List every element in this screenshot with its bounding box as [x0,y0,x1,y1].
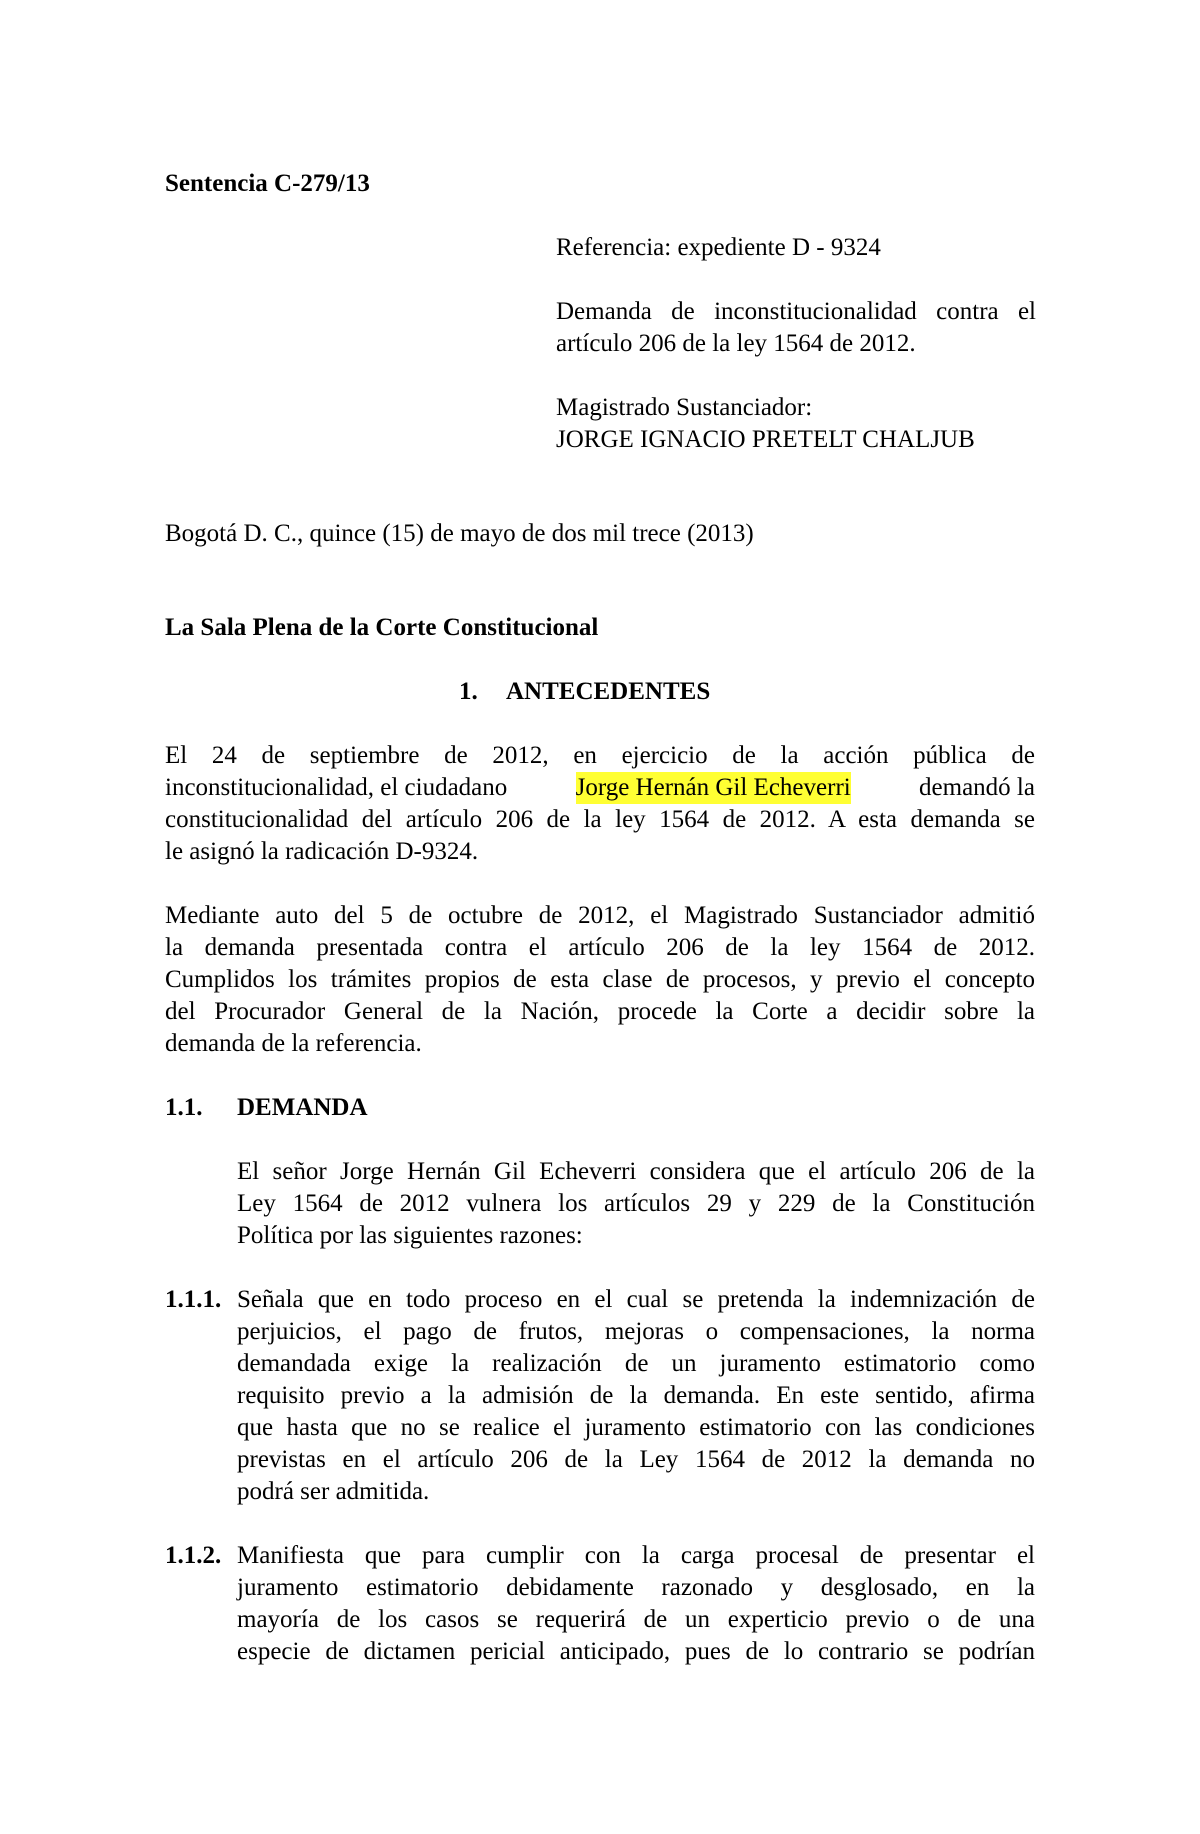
document-title: Sentencia C-279/13 [165,170,370,197]
paragraph-line: Cumplidos los trámites propios de esta clase de procesos, y previo el concepto [165,966,1035,993]
item-line: perjuicios, el pago de frutos, mejoras o compensaciones, la norma [237,1318,1035,1345]
magistrado-label: Magistrado Sustanciador: [556,394,813,421]
paragraph-text: demandó la [919,774,1035,801]
demanda-line-2: artículo 206 de la ley 1564 de 2012. [556,330,916,357]
section-1-1-number: 1.1. [165,1094,203,1121]
highlighted-name: Jorge Hernán Gil Echeverri [576,772,851,804]
magistrado-name: JORGE IGNACIO PRETELT CHALJUB [556,426,975,453]
item-number: 1.1.1. [165,1286,222,1313]
paragraph-line: El señor Jorge Hernán Gil Echeverri considera que el artículo 206 de la [237,1158,1035,1185]
item-line: que hasta que no se realice el juramento estimatorio con las condiciones [237,1414,1035,1441]
paragraph-line: le asignó la radicación D-9324. [165,838,479,865]
section-1-title: ANTECEDENTES [506,678,711,705]
paragraph-line: Mediante auto del 5 de octubre de 2012, el Magistrado Sustanciador admitió [165,902,1035,929]
item-line: Señala que en todo proceso en el cual se pretenda la indemnización de [237,1286,1035,1313]
section-1-1-title: DEMANDA [237,1094,368,1121]
referencia-line: Referencia: expediente D - 9324 [556,234,881,261]
item-line: mayoría de los casos se requerirá de un experticio previo o de una [237,1606,1035,1633]
paragraph-line: del Procurador General de la Nación, procede la Corte a decidir sobre la [165,998,1035,1025]
paragraph-line-with-highlight [165,772,1035,804]
item-line: requisito previo a la admisión de la demanda. En este sentido, afirma [237,1382,1035,1409]
paragraph-line: la demanda presentada contra el artículo 206 de la ley 1564 de 2012. [165,934,1035,961]
item-line: juramento estimatorio debidamente razonado y desglosado, en la [237,1574,1035,1601]
paragraph-line: Política por las siguientes razones: [237,1222,583,1249]
item-line: previstas en el artículo 206 de la Ley 1564 de 2012 la demanda no [237,1446,1035,1473]
item-line: podrá ser admitida. [237,1478,430,1505]
demanda-line-1: Demanda de inconstitucionalidad contra el [556,298,1036,325]
sala-heading: La Sala Plena de la Corte Constitucional [165,614,599,641]
item-number: 1.1.2. [165,1542,222,1569]
paragraph-line: El 24 de septiembre de 2012, en ejercicio de la acción pública de [165,742,1035,769]
item-line: especie de dictamen pericial anticipado, pues de lo contrario se podrían [237,1638,1035,1665]
item-line: Manifiesta que para cumplir con la carga procesal de presentar el [237,1542,1035,1569]
paragraph-text: inconstitucionalidad, el ciudadano [165,774,508,801]
date-line: Bogotá D. C., quince (15) de mayo de dos mil trece (2013) [165,520,754,547]
item-line: demandada exige la realización de un juramento estimatorio como [237,1350,1035,1377]
section-1-number: 1. [459,678,478,705]
paragraph-line: constitucionalidad del artículo 206 de la ley 1564 de 2012. A esta demanda se [165,806,1035,833]
paragraph-line: Ley 1564 de 2012 vulnera los artículos 29 y 229 de la Constitución [237,1190,1035,1217]
paragraph-line: demanda de la referencia. [165,1030,422,1057]
